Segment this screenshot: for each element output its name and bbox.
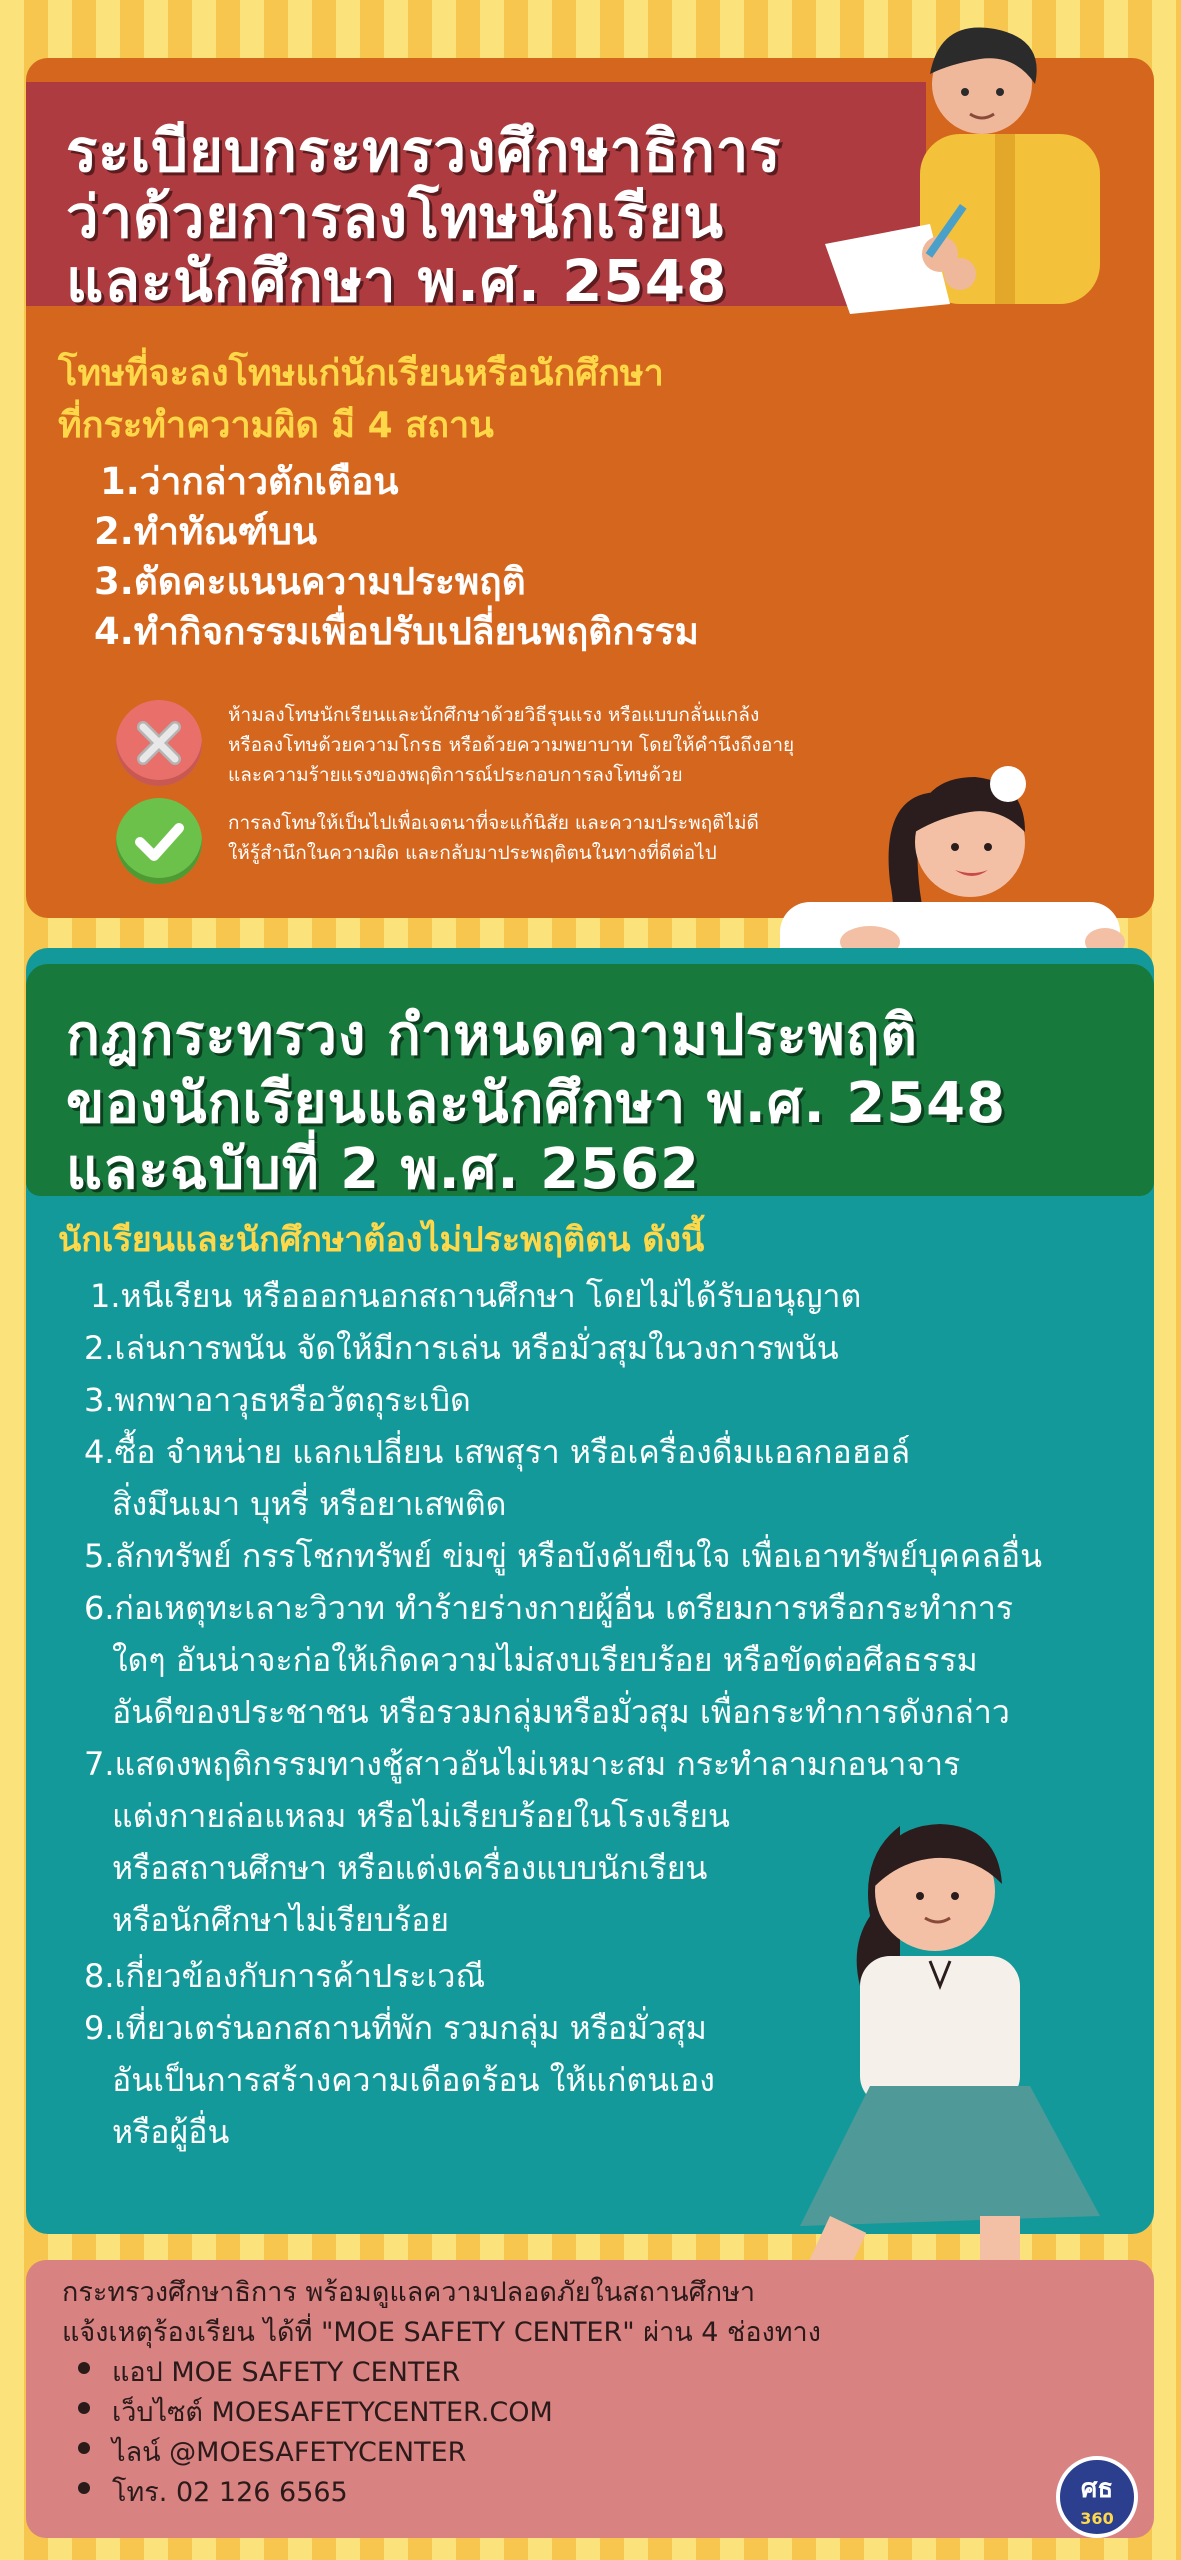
conduct-line: 9.เที่ยวเตร่นอกสถานที่พัก รวมกลุ่ม หรือมั่วสุม (84, 2009, 707, 2047)
conduct-line: 1.หนีเรียน หรือออกนอกสถานศึกษา โดยไม่ได้รับอนุญาต (90, 1277, 862, 1315)
logo-top-text: ศธ (1080, 2474, 1114, 2504)
penalty-item: 3.ตัดคะแนนความประพฤติ (94, 560, 526, 603)
channel-app: แอป MOE SAFETY CENTER (112, 2357, 461, 2388)
conduct-line: 4.ซื้อ จำหน่าย แลกเปลี่ยน เสพสุรา หรือเครื่องดื่มแอลกอฮอล์ (84, 1433, 911, 1471)
conduct-line: หรือผู้อื่น (112, 2113, 230, 2151)
channel-phone: โทร. 02 126 6565 (112, 2477, 348, 2508)
footer-line: กระทรวงศึกษาธิการ พร้อมดูแลความปลอดภัยในสถานศึกษา (62, 2277, 756, 2308)
prohibit-x-icon (116, 700, 202, 786)
bullet-icon (78, 2442, 90, 2454)
title-line: และนักศึกษา พ.ศ. 2548 (66, 247, 728, 315)
boy-writing-illustration (810, 14, 1140, 314)
bullet-icon (78, 2402, 90, 2414)
conduct-line: หรือนักศึกษาไม่เรียบร้อย (112, 1901, 450, 1939)
bullet-icon (78, 2482, 90, 2494)
conduct-line: อันเป็นการสร้างความเดือดร้อน ให้แก่ตนเอง (112, 2061, 715, 2099)
conduct-line: อันดีของประชาชน หรือรวมกลุ่มหรือมั่วสุม เพื่อกระทำการดังกล่าว (112, 1693, 1010, 1731)
prohibit-note-line: หรือลงโทษด้วยความโกรธ หรือด้วยความพยาบาท โดยให้คำนึงถึงอายุ (228, 734, 795, 756)
penalty-item: 4.ทำกิจกรรมเพื่อปรับเปลี่ยนพฤติกรรม (94, 610, 699, 653)
footer-line: แจ้งเหตุร้องเรียน ได้ที่ "MOE SAFETY CENTER" ผ่าน 4 ช่องทาง (62, 2317, 821, 2348)
conduct-line: 8.เกี่ยวข้องกับการค้าประเวณี (84, 1957, 486, 1995)
bullet-icon (78, 2362, 90, 2374)
moe-360-logo (1056, 2456, 1138, 2538)
channel-line: ไลน์ @MOESAFETYCENTER (112, 2437, 467, 2468)
title-line: ระเบียบกระทรวงศึกษาธิการ (66, 117, 782, 185)
conduct-line: 5.ลักทรัพย์ กรรโชกทรัพย์ ข่มขู่ หรือบังคับขืนใจ เพื่อเอาทรัพย์บุคคลอื่น (84, 1537, 1042, 1575)
penalty-item: 1.ว่ากล่าวตักเตือน (100, 460, 399, 503)
prohibit-note-line: และความร้ายแรงของพฤติการณ์ประกอบการลงโทษด้วย (228, 764, 683, 786)
conduct-line: 2.เล่นการพนัน จัดให้มีการเล่น หรือมั่วสุมในวงการพนัน (84, 1329, 839, 1367)
title-line: กฎกระทรวง กำหนดความประพฤติ (66, 1003, 918, 1068)
conduct-line: 7.แสดงพฤติกรรมทางชู้สาวอันไม่เหมาะสม กระทำลามกอนาจาร (84, 1745, 961, 1783)
conduct-line: ใดๆ อันน่าจะก่อให้เกิดความไม่สงบเรียบร้อย หรือขัดต่อศีลธรรม (112, 1641, 978, 1679)
conduct-line: สิ่งมึนเมา บุหรี่ หรือยาเสพติด (112, 1485, 507, 1523)
title-line: ของนักเรียนและนักศึกษา พ.ศ. 2548 (66, 1071, 1007, 1136)
penalty-heading: โทษที่จะลงโทษแก่นักเรียนหรือนักศึกษา (58, 353, 664, 394)
conduct-line: แต่งกายล่อแหลม หรือไม่เรียบร้อยในโรงเรียน (112, 1797, 730, 1835)
title-line: ว่าด้วยการลงโทษนักเรียน (66, 183, 725, 251)
title-line: และฉบับที่ 2 พ.ศ. 2562 (66, 1137, 700, 1202)
checkmark-icon (116, 798, 202, 884)
prohibit-note-line: ห้ามลงโทษนักเรียนและนักศึกษาด้วยวิธีรุนแรง หรือแบบกลั่นแกล้ง (228, 704, 760, 726)
conduct-line: 6.ก่อเหตุทะเลาะวิวาท ทำร้ายร่างกายผู้อื่น เตรียมการหรือกระทำการ (84, 1589, 1014, 1627)
allow-note-line: ให้รู้สำนึกในความผิด และกลับมาประพฤติตนในทางที่ดีต่อไป (228, 842, 717, 864)
penalty-item: 2.ทำทัณฑ์บน (94, 510, 318, 553)
logo-bottom-text: 360 (1080, 2509, 1114, 2528)
conduct-line: 3.พกพาอาวุธหรือวัตถุระเบิด (84, 1381, 471, 1419)
conduct-line: หรือสถานศึกษา หรือแต่งเครื่องแบบนักเรียน (112, 1849, 708, 1887)
allow-note-line: การลงโทษให้เป็นไปเพื่อเจตนาที่จะแก้นิสัย และความประพฤติไม่ดี (228, 812, 759, 834)
conduct-heading: นักเรียนและนักศึกษาต้องไม่ประพฤติตน ดังนี้ (58, 1220, 705, 1260)
ministerial-rule-title-banner (26, 964, 1154, 1202)
channel-website: เว็บไซต์ MOESAFETYCENTER.COM (112, 2397, 553, 2428)
regulation-title-banner (26, 82, 926, 315)
penalty-heading: ที่กระทำความผิด มี 4 สถาน (58, 405, 494, 446)
